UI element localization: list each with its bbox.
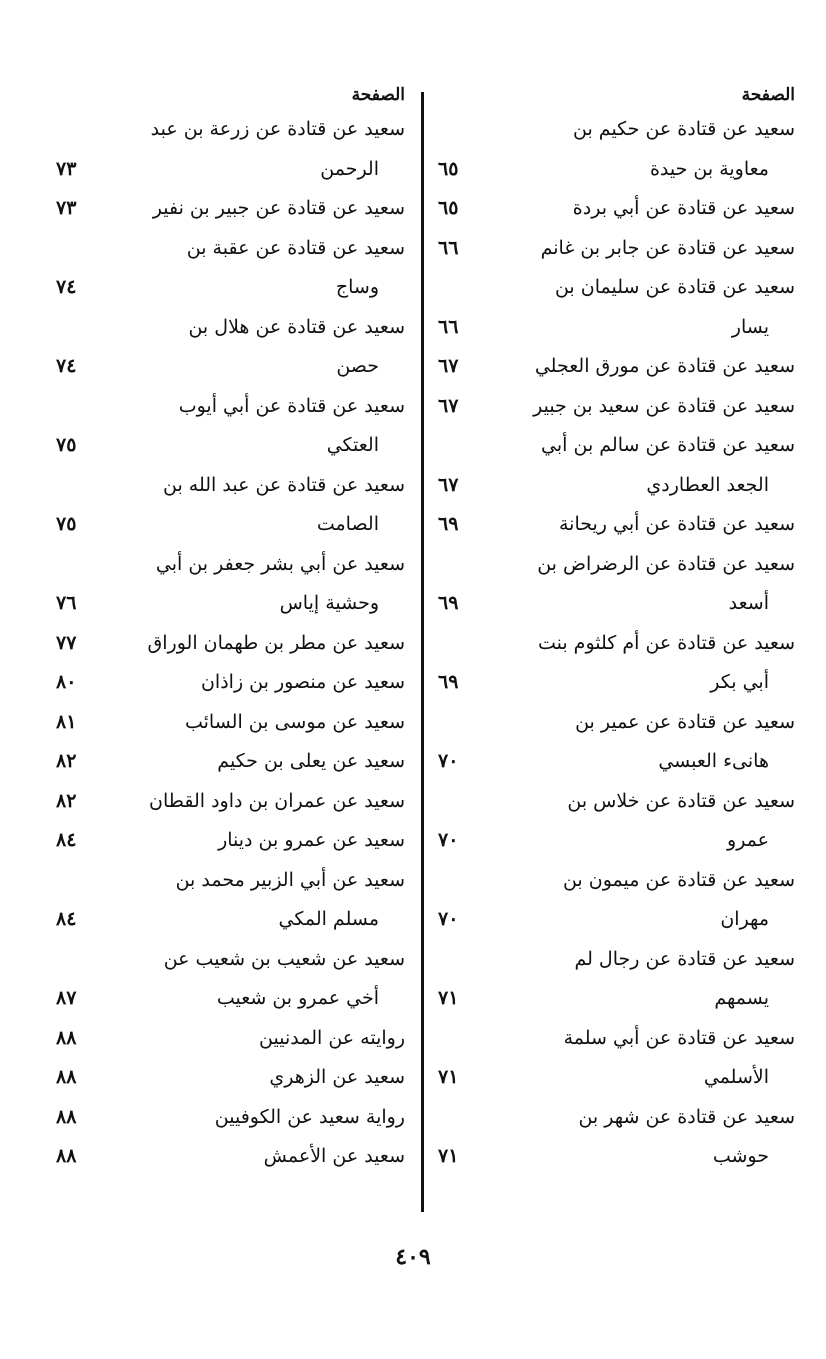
- entry-page-number: ٧٤: [56, 276, 77, 298]
- entry-line: سعيد عن قتادة عن حكيم بن: [573, 118, 795, 140]
- index-entry: [50, 742, 405, 782]
- entry-line: أبي بكر: [710, 671, 769, 693]
- entry-line: الصامت: [316, 513, 379, 535]
- entry-line: سعيد عن الزهري: [269, 1066, 405, 1088]
- entry-title: [494, 268, 795, 347]
- entry-page-number: ٦٩: [438, 592, 459, 614]
- entry-line: سعيد عن أبي الزبير محمد بن: [175, 868, 405, 891]
- entry-title: [494, 940, 795, 1019]
- page-column-header: الصفحة: [351, 85, 405, 105]
- index-entry: [432, 505, 795, 545]
- entry-page-number: ٧٣: [56, 157, 77, 180]
- entry-line: مسلم المكي: [278, 908, 379, 930]
- entry-title: [112, 624, 405, 664]
- index-entry: [432, 426, 795, 505]
- index-entry: [432, 782, 795, 861]
- entry-title: [494, 861, 795, 940]
- index-entry: [50, 545, 405, 624]
- entry-line: سعيد عن موسى بن السائب: [184, 710, 405, 733]
- entry-line: سعيد عن قتادة عن سالم بن أبي: [541, 434, 795, 456]
- entry-line: روايته عن المدنيين: [259, 1026, 405, 1049]
- entry-page-number: ٨٤: [56, 829, 77, 851]
- entry-page-number: ٨٤: [56, 908, 77, 930]
- entry-page-number: ٦٦: [438, 236, 459, 259]
- entry-page-number: ٨١: [56, 710, 77, 733]
- entry-line: العتكي: [326, 434, 379, 456]
- entry-page-number: ٧٣: [56, 197, 77, 219]
- index-entry: [432, 189, 795, 229]
- entry-line: سعيد عن قتادة عن عمير بن: [575, 710, 795, 733]
- entry-page-number: ٦٥: [438, 197, 459, 219]
- index-entry: [432, 624, 795, 703]
- entry-line: سعيد عن قتادة عن أبي أيوب: [178, 394, 405, 417]
- entry-title: [494, 1019, 795, 1098]
- entry-title: [112, 466, 405, 545]
- entry-title: [112, 742, 405, 782]
- entry-line: سعيد عن شعيب بن شعيب عن: [163, 947, 405, 970]
- entry-page-number: ٦٦: [438, 315, 459, 338]
- entry-line: سعيد عن قتادة عن سليمان بن: [554, 276, 795, 298]
- entry-page-number: ٧٥: [56, 513, 77, 535]
- entry-page-number: ٨٨: [56, 1066, 77, 1088]
- entry-line: هانىء العبسي: [658, 750, 769, 772]
- entry-title: [112, 110, 405, 189]
- entry-title: [112, 387, 405, 466]
- entry-line: مهران: [720, 908, 769, 930]
- entry-line: سعيد عن منصور بن زاذان: [200, 671, 405, 693]
- entry-line: سعيد عن قتادة عن جبير بن نفير: [152, 197, 405, 219]
- entry-line: أخي عمرو بن شعيب: [216, 987, 379, 1009]
- entry-line: الجعد العطاردي: [646, 473, 769, 496]
- entry-page-number: ٨٨: [56, 1026, 77, 1049]
- entry-page-number: ٨٨: [56, 1105, 77, 1128]
- entry-title: [494, 624, 795, 703]
- index-entry: [432, 940, 795, 1019]
- entry-page-number: ٧٧: [56, 631, 77, 654]
- entry-page-number: ٨٢: [56, 789, 77, 812]
- entry-line: يسار: [731, 315, 769, 338]
- entry-title: [112, 308, 405, 387]
- index-entry: [50, 189, 405, 229]
- entry-page-number: ٦٩: [438, 513, 459, 535]
- entry-line: سعيد عن قتادة عن سعيد بن جبير: [533, 394, 795, 417]
- entry-title: [112, 663, 405, 703]
- entry-list: [50, 110, 405, 1177]
- entry-title: [494, 387, 795, 427]
- entry-line: حوشب: [712, 1145, 769, 1167]
- entry-line: سعيد عن قتادة عن أم كلثوم بنت: [537, 631, 795, 654]
- entry-line: الأسلمي: [703, 1066, 769, 1088]
- entry-line: سعيد عن قتادة عن هلال بن: [188, 315, 405, 338]
- entry-line: وساج: [335, 276, 379, 298]
- entry-line: سعيد عن قتادة عن عبد الله بن: [163, 473, 405, 496]
- index-entry: [50, 1137, 405, 1177]
- index-entry: [50, 466, 405, 545]
- entry-title: [494, 347, 795, 387]
- index-entry: [432, 268, 795, 347]
- entry-title: [494, 1098, 795, 1177]
- entry-title: [112, 1058, 405, 1098]
- entry-page-number: ٧٥: [56, 434, 77, 456]
- entry-line: سعيد عن قتادة عن ميمون بن: [562, 868, 795, 891]
- entry-line: رواية سعيد عن الكوفيين: [214, 1105, 405, 1128]
- entry-title: [494, 782, 795, 861]
- entry-title: [494, 189, 795, 229]
- entry-title: [112, 1019, 405, 1059]
- entry-title: [112, 189, 405, 229]
- index-entry: [432, 545, 795, 624]
- index-entry: [50, 861, 405, 940]
- index-entry: [50, 782, 405, 822]
- entry-line: سعيد عن مطر بن طهمان الوراق: [147, 631, 405, 654]
- entry-line: سعيد عن الأعمش: [263, 1145, 405, 1167]
- entry-title: [112, 229, 405, 308]
- entry-line: وحشية إياس: [279, 592, 379, 614]
- page-column-header: الصفحة: [741, 85, 795, 105]
- entry-line: سعيد عن عمران بن داود القطان: [149, 789, 405, 812]
- entry-title: [494, 110, 795, 189]
- index-entry: [432, 110, 795, 189]
- entry-line: سعيد عن قتادة عن أبي ريحانة: [558, 513, 795, 535]
- entry-page-number: ٦٧: [438, 355, 459, 377]
- index-entry: [432, 861, 795, 940]
- entry-line: سعيد عن قتادة عن أبي بردة: [572, 197, 795, 219]
- entry-line: سعيد عن قتادة عن الرضراض بن: [537, 552, 795, 575]
- entry-page-number: ٨٨: [56, 1145, 77, 1167]
- index-entry: [50, 1058, 405, 1098]
- page-number: ٤٠٩: [395, 1244, 431, 1270]
- entry-page-number: ٧٠: [438, 750, 459, 772]
- entry-title: [112, 861, 405, 940]
- entry-line: سعيد عن قتادة عن عقبة بن: [186, 236, 405, 259]
- entry-line: يسمهم: [714, 987, 769, 1009]
- entry-title: [112, 940, 405, 1019]
- index-entry: [50, 821, 405, 861]
- index-entry: [50, 940, 405, 1019]
- entry-title: [112, 1098, 405, 1138]
- index-entry: [50, 663, 405, 703]
- index-entry: [432, 347, 795, 387]
- entry-line: عمرو: [727, 829, 769, 851]
- index-entry: [50, 1019, 405, 1059]
- entry-page-number: ٧٠: [438, 829, 459, 851]
- entry-title: [494, 703, 795, 782]
- entry-line: سعيد عن قتادة عن مورق العجلي: [534, 355, 795, 377]
- index-column-right: [432, 80, 795, 1177]
- entry-page-number: ٧١: [438, 1145, 459, 1167]
- entry-page-number: ٦٩: [438, 671, 459, 693]
- entry-line: حصن: [336, 355, 379, 377]
- entry-page-number: ٨٧: [56, 987, 77, 1009]
- entry-page-number: ٦٥: [438, 157, 459, 180]
- entry-title: [494, 426, 795, 505]
- entry-title: [494, 505, 795, 545]
- index-entry: [432, 387, 795, 427]
- entry-line: أسعد: [728, 592, 769, 614]
- entry-line: سعيد عن قتادة عن شهر بن: [578, 1105, 795, 1128]
- entry-title: [112, 545, 405, 624]
- column-divider: [421, 92, 424, 1212]
- entry-line: معاوية بن حيدة: [649, 157, 769, 180]
- entry-title: [494, 545, 795, 624]
- entry-line: الرحمن: [320, 157, 379, 180]
- entry-page-number: ٦٧: [438, 473, 459, 496]
- entry-page-number: ٧٠: [438, 908, 459, 930]
- index-column-left: [50, 80, 405, 1177]
- entry-page-number: ٧٦: [56, 592, 77, 614]
- entry-line: سعيد عن قتادة عن زرعة بن عبد: [150, 118, 405, 140]
- index-entry: [50, 1098, 405, 1138]
- index-entry: [50, 387, 405, 466]
- entry-page-number: ٦٧: [438, 394, 459, 417]
- entry-line: سعيد عن قتادة عن خلاس بن: [567, 789, 795, 812]
- entry-page-number: ٧١: [438, 987, 459, 1009]
- entry-line: سعيد عن أبي بشر جعفر بن أبي: [155, 552, 405, 575]
- entry-line: سعيد عن قتادة عن أبي سلمة: [563, 1026, 795, 1049]
- entry-page-number: ٧٤: [56, 355, 77, 377]
- entry-page-number: ٧١: [438, 1066, 459, 1088]
- index-entry: [50, 703, 405, 743]
- entry-title: [112, 782, 405, 822]
- entry-title: [112, 703, 405, 743]
- index-entry: [432, 703, 795, 782]
- entry-list: [432, 110, 795, 1177]
- entry-page-number: ٨٢: [56, 750, 77, 772]
- index-entry: [50, 110, 405, 189]
- index-entry: [50, 308, 405, 387]
- index-entry: [432, 229, 795, 269]
- entry-title: [112, 821, 405, 861]
- entry-line: سعيد عن عمرو بن دينار: [218, 829, 405, 851]
- entry-line: سعيد عن قتادة عن رجال لم: [574, 947, 795, 970]
- entry-page-number: ٨٠: [56, 671, 77, 693]
- entry-title: [494, 229, 795, 269]
- index-entry: [50, 624, 405, 664]
- entry-line: سعيد عن يعلى بن حكيم: [217, 750, 405, 772]
- entry-line: سعيد عن قتادة عن جابر بن غانم: [540, 236, 795, 259]
- index-entry: [432, 1019, 795, 1098]
- entry-title: [112, 1137, 405, 1177]
- index-entry: [50, 229, 405, 308]
- index-entry: [432, 1098, 795, 1177]
